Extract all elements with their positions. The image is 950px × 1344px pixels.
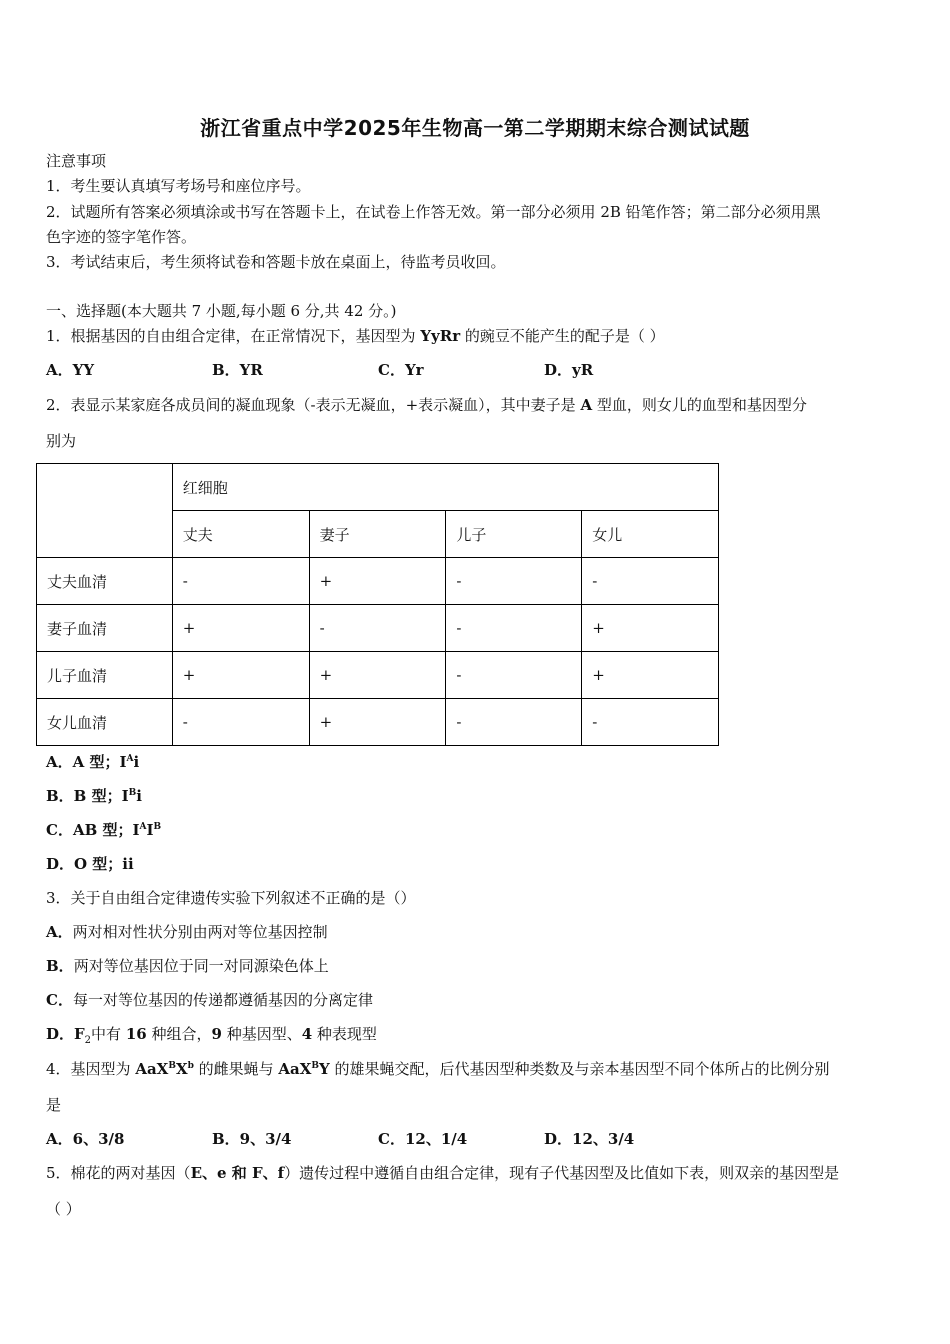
column-header: 儿子 [446,511,582,558]
column-header: 妻子 [309,511,446,558]
question-4: 4．基因型为 $AaX^BX^b$ 的雌果蝇与 AaX$^B$Y 的雄果蝇交配，后代基因型种类数及与亲本基因型不同个体所占的比例分别 [46,1060,830,1078]
row-header: 妻子血清 [37,605,173,652]
column-header: 丈夫 [172,511,309,558]
question-1 [46,325,665,347]
table-corner-cell [37,464,173,558]
column-header: 女儿 [582,511,719,558]
q4-option-d[interactable]: D．12、3/4 [544,1130,635,1148]
table-row [37,652,719,699]
q4-option-b[interactable]: B．9、3/4 [212,1130,292,1148]
question-number: 2． [46,396,71,414]
table-row [37,605,719,652]
question-text: 根据基因的自由组合定律，在正常情况下，基因型为 [70,327,421,345]
question-text: 表显示某家庭各成员间的凝血现象（-表示无凝血，+表示凝血），其中妻子是 [70,396,581,414]
table-header-rbc: 红细胞 [172,464,718,511]
question-text: 的豌豆不能产生的配子是（ ） [460,327,665,345]
question-5-cont: （ ） [46,1200,81,1218]
question-number: 1． [46,327,71,345]
blood-type: A [580,396,593,414]
q2-option-c[interactable]: C．AB 型；$I^AI^B$ [46,821,162,839]
table-cell: - [446,652,582,699]
table-cell: - [446,699,582,746]
question-3 [46,887,416,909]
row-header: 儿子血清 [37,652,173,699]
table-cell: - [446,558,582,605]
q3-option-b[interactable]: B．两对等位基因位于同一对同源染色体上 [46,957,329,975]
question-2-cont: 别为 [46,432,77,450]
q1-option-d[interactable]: D．yR [544,361,594,379]
question-text: 型血，则女儿的血型和基因型分 [592,396,807,414]
table-cell: + [582,652,719,699]
question-text: 关于自由组合定律遗传实验下列叙述不正确的是（） [70,889,416,907]
question-4-cont: 是 [46,1096,62,1114]
q1-option-a[interactable]: A．YY [46,361,95,379]
notice-heading: 注意事项 [46,152,107,170]
row-header: 女儿血清 [37,699,173,746]
q3-option-a[interactable]: A．两对相对性状分别由两对等位基因控制 [46,923,328,941]
notice-item-2-cont: 色字迹的签字笔作答。 [46,228,197,246]
question-2 [46,394,807,416]
table-cell: - [446,605,582,652]
q2-option-d[interactable]: D．O 型；ii [46,855,134,873]
gene-pairs: E、e 和 F、f [190,1164,285,1182]
table-cell: + [309,652,446,699]
table-cell: + [582,605,719,652]
q2-option-a[interactable]: A．A 型；$I^Ai$ [46,753,140,771]
q1-option-b[interactable]: B．YR [212,361,263,379]
genotype: YyRr [420,327,461,345]
table-row [37,699,719,746]
q2-option-b[interactable]: B．B 型；$I^Bi$ [46,787,142,805]
q4-option-c[interactable]: C．12、1/4 [378,1130,468,1148]
question-number: 5． [46,1164,71,1182]
table-cell: + [172,605,309,652]
table-cell: + [309,699,446,746]
agglutination-table [36,463,719,746]
row-header: 丈夫血清 [37,558,173,605]
q3-option-c[interactable]: C．每一对等位基因的传递都遵循基因的分离定律 [46,991,373,1009]
notice-item-1: 1．考生要认真填写考场号和座位序号。 [46,177,311,195]
q4-option-a[interactable]: A．6、3/8 [46,1130,125,1148]
table-cell: - [172,558,309,605]
genotype-female: $AaX^BX^b$ [135,1060,194,1078]
table-cell: - [309,605,446,652]
table-cell: - [582,699,719,746]
notice-item-3: 3．考试结束后，考生须将试卷和答题卡放在桌面上，待监考员收回。 [46,253,506,271]
table-cell: - [582,558,719,605]
question-number: 4． [46,1060,71,1078]
page-title: 浙江省重点中学2025年生物高一第二学期期末综合测试试题 [200,116,750,140]
table-cell: + [172,652,309,699]
notice-item-2: 2．试题所有答案必须填涂或书写在答题卡上，在试卷上作答无效。第一部分必须用 2B 铅笔作答；第二部分必须用黑 [46,203,821,221]
question-number: 3． [46,889,71,907]
genotype-male: AaX$^B$Y [278,1060,330,1078]
q1-option-c[interactable]: C．Yr [378,361,424,379]
q3-option-d[interactable]: D．$F_2$中有 16 种组合，9 种基因型、4 种表现型 [46,1025,377,1046]
section-heading: 一、选择题(本大题共 7 小题,每小题 6 分,共 42 分。) [46,302,397,320]
table-row [37,558,719,605]
table-cell: + [309,558,446,605]
table-cell: - [172,699,309,746]
question-5: 5．棉花的两对基因（E、e 和 F、f）遗传过程中遵循自由组合定律，现有子代基因型及比值如下表，则双亲的基因型是 [46,1164,840,1182]
